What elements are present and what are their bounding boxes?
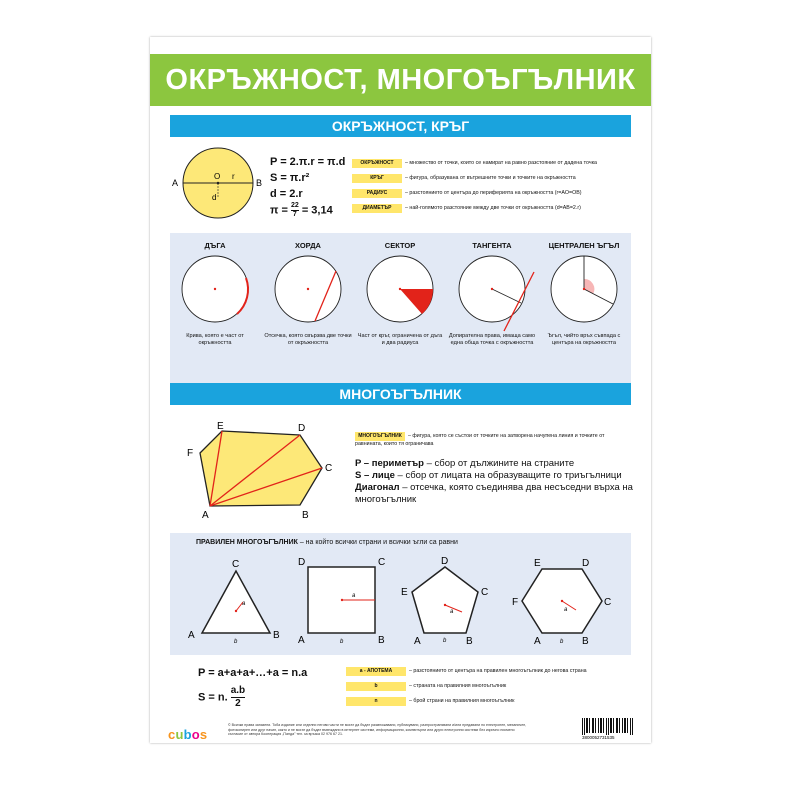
part-arc bbox=[171, 241, 259, 347]
hex-f-label: F bbox=[187, 448, 194, 459]
hex-d-label: D bbox=[298, 423, 306, 434]
svg-text:E: E bbox=[401, 587, 408, 598]
term-diagonal: Диагонал – отсечка, която съединява два несъседни върха на многоъгълник bbox=[355, 482, 633, 505]
center-o-label: O bbox=[214, 172, 221, 181]
circle-definitions bbox=[352, 159, 622, 219]
central-angle-figure bbox=[540, 250, 628, 326]
def-diametar bbox=[352, 204, 581, 213]
polygon-formulas bbox=[198, 665, 307, 710]
def-text: – фигура, която се състои от точките на затворена начупена линия и точките от равнината, които тя ограничава bbox=[355, 433, 605, 447]
pi-formula bbox=[270, 202, 345, 219]
circle-formulas bbox=[270, 154, 345, 219]
sector-figure bbox=[356, 250, 444, 326]
hex-e-label: E bbox=[217, 421, 224, 432]
copyright-note: © Всички права запазени. Тоба издание или отделни негови части не могат да бъдат размножавани, публикувани, разпространявани и/или предавани по електронен, механичен, фотокопирен или друг начин, както и не могат да бъдат въвеждани в интернет системи, информационни, компютърни или други електронни системи без изрично писмено съгласие от автора Кооперация „Панда" тел. за връзка 02 976 67 21. bbox=[228, 723, 527, 737]
regular-hexagon-figure bbox=[512, 555, 612, 645]
diameter-formula: d = 2.r bbox=[270, 188, 303, 200]
part-caption: Допирателна права, имаща само една обща точка с окръжността bbox=[448, 333, 536, 346]
def-text: – множество от точки, които се намират на равно разстояние от дадена точка bbox=[405, 160, 597, 166]
svg-text:b: b bbox=[234, 639, 238, 645]
part-title: ТАНГЕНТА bbox=[472, 241, 512, 250]
pi-denominator: 7 bbox=[292, 211, 297, 218]
circle-diagram bbox=[168, 145, 268, 225]
arc-figure bbox=[171, 250, 259, 326]
triangle-figure bbox=[188, 555, 283, 645]
svg-text:F: F bbox=[512, 597, 519, 608]
polygon-area-formula: S = n. $\frac{a.b}{2}$ bbox=[198, 685, 246, 709]
brand-logo: cubos bbox=[168, 727, 208, 742]
pi-numerator: 22 bbox=[290, 202, 299, 209]
regular-polygon-title: ПРАВИЛЕН МНОГОЪГЪЛНИК – на който всички страни и всички ъгли са равни bbox=[196, 539, 458, 546]
perimeter-formula: P = 2.π.r = π.d bbox=[270, 156, 346, 168]
svg-text:C: C bbox=[481, 587, 489, 598]
svg-text:B: B bbox=[466, 636, 473, 647]
square-figure bbox=[294, 555, 394, 645]
svg-text:A: A bbox=[298, 635, 305, 646]
def-text: – разстоянието от центъра до периферията на окръжността (r=AO=OB) bbox=[405, 190, 582, 196]
hex-b-label: B bbox=[302, 510, 309, 521]
area-formula: S = π.r² bbox=[270, 172, 310, 184]
svg-text:a: a bbox=[242, 601, 246, 607]
pentagon-figure bbox=[400, 555, 490, 645]
polygon-perimeter-formula: P = a+a+a+…+a = n.a bbox=[198, 667, 308, 679]
polygon-legend bbox=[346, 667, 636, 717]
legend-n: n – брой страни на правилния многоъгълник bbox=[346, 697, 514, 706]
pi-suffix: = 3,14 bbox=[301, 204, 333, 217]
part-central-angle bbox=[540, 241, 628, 347]
part-title: ХОРДА bbox=[295, 241, 321, 250]
svg-text:A: A bbox=[534, 636, 541, 647]
point-b-label: B bbox=[256, 178, 263, 188]
polygon-section-heading: МНОГОЪГЪЛНИК bbox=[170, 383, 631, 405]
chord-figure bbox=[264, 250, 352, 326]
svg-text:b: b bbox=[443, 638, 447, 644]
def-term: РАДИУС bbox=[352, 189, 402, 198]
part-title: ЦЕНТРАЛЕН ЪГЪЛ bbox=[548, 241, 620, 250]
pi-prefix: π = bbox=[270, 204, 288, 217]
barcode-number: 3800052731535 bbox=[582, 735, 615, 740]
hexagon-diagram bbox=[180, 419, 333, 521]
svg-text:b: b bbox=[560, 639, 564, 645]
part-tangent bbox=[448, 241, 536, 347]
def-term: ОКРЪЖНОСТ bbox=[352, 159, 402, 168]
svg-text:a: a bbox=[352, 593, 356, 599]
part-caption: Крива, която е част от окръжността bbox=[186, 333, 244, 346]
svg-text:b: b bbox=[340, 639, 344, 645]
part-title: ДЪГА bbox=[204, 241, 226, 250]
pi-fraction bbox=[291, 202, 299, 219]
svg-text:D: D bbox=[582, 558, 590, 569]
svg-text:E: E bbox=[534, 558, 541, 569]
svg-text:a: a bbox=[450, 609, 454, 615]
term-area: S – лице – сбор от лицата на образуващите го триъгълници bbox=[355, 470, 622, 481]
tangent-figure bbox=[448, 250, 536, 326]
svg-text:A: A bbox=[414, 636, 421, 647]
polygon-terms bbox=[355, 458, 635, 506]
page-title: ОКРЪЖНОСТ, МНОГОЪГЪЛНИК bbox=[150, 54, 651, 106]
svg-text:C: C bbox=[604, 597, 612, 608]
poster bbox=[150, 37, 651, 743]
legend-side: b – страната на правилния многоъгълник bbox=[346, 682, 506, 691]
svg-text:B: B bbox=[273, 630, 280, 641]
polygon-definition bbox=[355, 432, 625, 448]
part-caption: Ъгъл, чийто връх съвпада с центъра на окръжността bbox=[547, 333, 621, 346]
svg-text:a: a bbox=[564, 607, 568, 613]
svg-text:B: B bbox=[378, 635, 385, 646]
legend-apothem: a - АПОТЕМА – разстоянието от центъра на правилен многоъгълник до негова страна bbox=[346, 667, 587, 676]
svg-text:C: C bbox=[232, 559, 240, 570]
hex-a-label: A bbox=[202, 510, 209, 521]
part-title: СЕКТОР bbox=[384, 241, 416, 250]
svg-text:B: B bbox=[582, 636, 589, 647]
part-sector bbox=[356, 241, 444, 347]
point-a-label: A bbox=[172, 178, 179, 188]
svg-text:C: C bbox=[378, 557, 386, 568]
svg-text:A: A bbox=[188, 630, 195, 641]
svg-text:D: D bbox=[298, 557, 306, 568]
diameter-label: d bbox=[212, 193, 217, 202]
barcode bbox=[580, 718, 640, 740]
def-term: ДИАМЕТЪР bbox=[352, 204, 402, 213]
part-caption: Част от кръг, ограничена от дъга и два радиуса bbox=[357, 333, 443, 346]
def-text: – най-голямото разстояние между две точки от окръжността (d=AB=2.r) bbox=[405, 205, 581, 211]
circle-section-heading: ОКРЪЖНОСТ, КРЪГ bbox=[170, 115, 631, 137]
svg-text:D: D bbox=[441, 556, 449, 567]
radius-label: r bbox=[232, 172, 235, 181]
def-text: – фигура, образувана от вътрешните точки и точките на окръжността bbox=[405, 175, 576, 181]
term-perimeter: P – периметър – сбор от дължините на страните bbox=[355, 458, 575, 469]
part-caption: Отсечка, която свързва две точки от окръжността bbox=[264, 333, 352, 346]
def-okrazhnost bbox=[352, 159, 597, 168]
def-term: КРЪГ bbox=[352, 174, 402, 183]
def-radius bbox=[352, 189, 582, 198]
def-term: МНОГОЪГЪЛНИК bbox=[355, 432, 405, 441]
part-chord bbox=[264, 241, 352, 347]
def-krag bbox=[352, 174, 576, 183]
hex-c-label: C bbox=[325, 463, 333, 474]
